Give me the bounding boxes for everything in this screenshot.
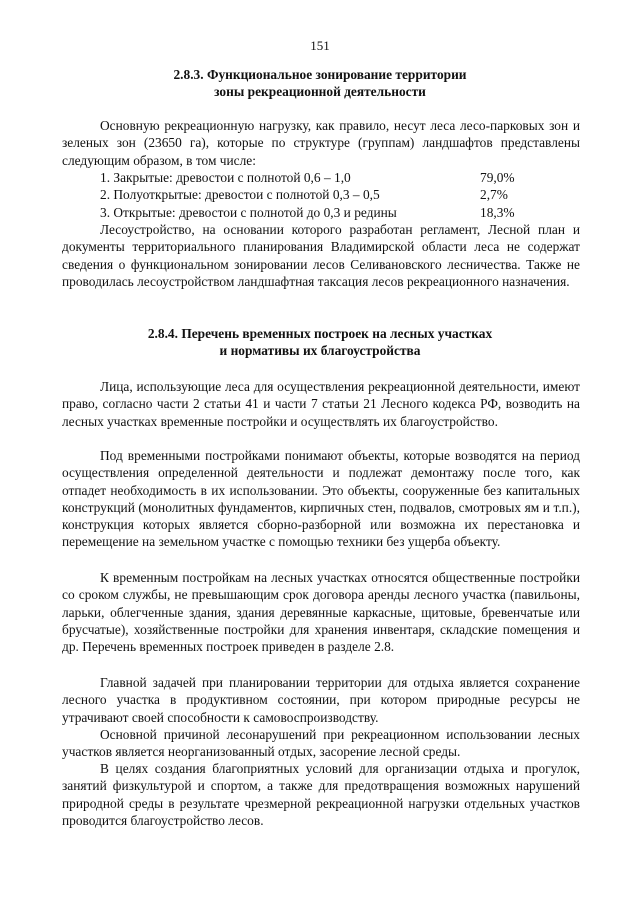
body-paragraph: Лица, использующие леса для осуществления рекреационной деятельности, имеют право, согласно части 2 статьи 41 и части 7 статьи 21 Лесного кодекса РФ, возводить на лесных участках временные постройки и осуществлять их благоустройство. — [62, 379, 580, 429]
body-paragraph: К временным постройкам на лесных участках относятся общественные постройки со сроком службы, не превышающим срок договора аренды лесного участка (павильоны, ларьки, облегченные здания, здания деревянные каркасные, щитовые, бревенчатые или брусчатые), хозяйственные постройки для хранения инвентаря, складские помещения и др. Перечень временных построек приведен в разделе 2.8. — [62, 570, 580, 655]
list-item — [62, 186, 580, 203]
body-paragraph: Под временными постройками понимают объекты, которые возводятся на период осуществления определенной деятельности и подлежат демонтажу после того, как отпадет необходимость в их использовании. Это объекты, сооруженные без капитальных конструкций (монолитных фундаментов, кирпичных стен, подвалов, смотровых ям и т.п.), конструкция которых является сборно-разборной или возможна их перестановка и перемещение на земельном участке с помощью техники без ущерба объекту. — [62, 448, 580, 550]
closing-paragraph: Лесоустройство, на основании которого разработан регламент, Лесной план и документы территориального планирования Владимирской области леса не содержат сведения о функциональном зонировании лесов Селивановского лесничества. Также не проводилась лесоустройством ландшафтная таксация лесов рекреационного назначения. — [62, 222, 580, 289]
section-title-line: и нормативы их благоустройства — [219, 343, 421, 358]
page-number: 151 — [310, 38, 330, 53]
section-title-line: 2.8.4. Перечень временных построек на лесных участках — [147, 326, 493, 341]
body-paragraph: Основной причиной лесонарушений при рекреационном использовании лесных участков является неорганизованный отдых, засорение лесной среды. — [62, 727, 580, 760]
body-paragraph: В целях создания благоприятных условий для организации отдыха и прогулок, занятий физкультурой и спортом, а также для предотвращения возможных нарушений природной среды в результате чрезмерной рекреационной нагрузки отдельных участков проводится благоустройство лесов. — [62, 761, 580, 828]
list-item-label: 2. Полуоткрытые: древостои с полнотой 0,3 – 0,5 — [100, 187, 380, 203]
landscape-structure-list — [62, 169, 580, 221]
list-item-label: 1. Закрытые: древостои с полнотой 0,6 – 1,0 — [100, 170, 351, 185]
intro-paragraph: Основную рекреационную нагрузку, как правило, несут леса лесо-парковых зон и зеленых зон (23650 га), которые по структуре (группам) ландшафтов представлены следующим образом, в том числе: — [62, 118, 580, 168]
list-item-value: 79,0% — [480, 170, 515, 185]
section-2-8-4-heading — [60, 325, 580, 359]
section-2-8-3-heading — [60, 66, 580, 100]
list-item-value: 2,7% — [480, 187, 508, 203]
list-item — [62, 204, 580, 221]
list-item-value: 18,3% — [480, 204, 515, 220]
body-paragraph: Главной задачей при планировании территории для отдыха является сохранение лесного участка в продуктивном состоянии, при котором природные ресурсы не утрачивают своей способности к самовоспроизводству. — [62, 675, 580, 725]
section-title-line: зоны рекреационной деятельности — [214, 84, 426, 99]
section-title-line: 2.8.3. Функциональное зонирование территории — [173, 67, 467, 82]
list-item-label: 3. Открытые: древостои с полнотой до 0,3 и редины — [100, 204, 397, 220]
list-item — [62, 169, 580, 186]
